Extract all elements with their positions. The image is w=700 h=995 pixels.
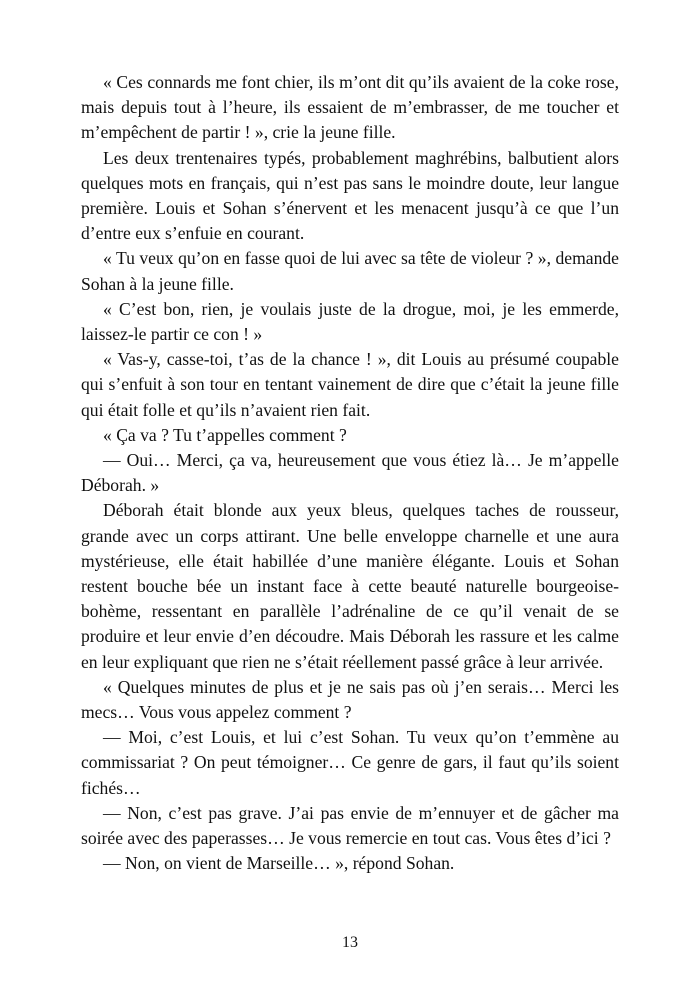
paragraph: — Oui… Merci, ça va, heureusement que vous étiez là… Je m’appelle Déborah. » [81,450,619,496]
paragraph: « Ça va ? Tu t’appelles comment ? [103,424,347,445]
page-body [81,70,619,877]
paragraph: — Non, on vient de Marseille… », répond Sohan. [103,853,455,874]
paragraph: — Moi, c’est Louis, et lui c’est Sohan. Tu veux qu’on t’emmène au commissariat ? On peut témoigner… Ce genre de gars, il faut qu’ils soient fichés… [81,727,619,798]
paragraph: « Tu veux qu’on en fasse quoi de lui avec sa tête de violeur ? », demande Sohan à la jeune fille. [81,248,619,294]
page-number: 13 [342,934,358,951]
paragraph: Les deux trentenaires typés, probablement maghrébins, balbutient alors quelques mots en français, qui n’est pas sans le moindre doute, leur langue première. Louis et Sohan s’énervent et les menacent jusqu’à ce que l’un d’entre eux s’enfuie en courant. [81,147,619,244]
paragraph: — Non, c’est pas grave. J’ai pas envie de m’ennuyer et de gâcher ma soirée avec des paperasses… Je vous remercie en tout cas. Vous êtes d’ici ? [81,802,619,849]
paragraph: « C’est bon, rien, je voulais juste de la drogue, moi, je les emmerde, laissez-le partir ce con ! » [81,298,619,345]
paragraph: Déborah était blonde aux yeux bleus, quelques taches de rousseur, grande avec un corps attirant. Une belle enveloppe charnelle et une aura mystérieuse, elle était habillée d’une manière élégante. Louis et Sohan restent bouche bée un instant face à cette beauté naturelle bourgeoise-bohème, ressentant en parallèle l’adrénaline de ce qu’il venait de se produire et leur envie d’en découdre. Mais Déborah les rassure et les calme en leur expliquant que rien ne s’était réellement passé grâce à leur arrivée. [81,500,619,672]
paragraph: « Vas-y, casse-toi, t’as de la chance ! », dit Louis au présumé coupable qui s’enfuit à son tour en tentant vainement de dire que c’était la jeune fille qui était folle et qu’ils n’avaient rien fait. [81,349,619,420]
paragraph: « Ces connards me font chier, ils m’ont dit qu’ils avaient de la coke rose, mais depuis tout à l’heure, ils essaient de m’embrasser, de me toucher et m’empêchent de partir ! », crie la jeune fille. [81,72,619,143]
paragraph: « Quelques minutes de plus et je ne sais pas où j’en serais… Merci les mecs… Vous vous appelez comment ? [81,676,619,723]
